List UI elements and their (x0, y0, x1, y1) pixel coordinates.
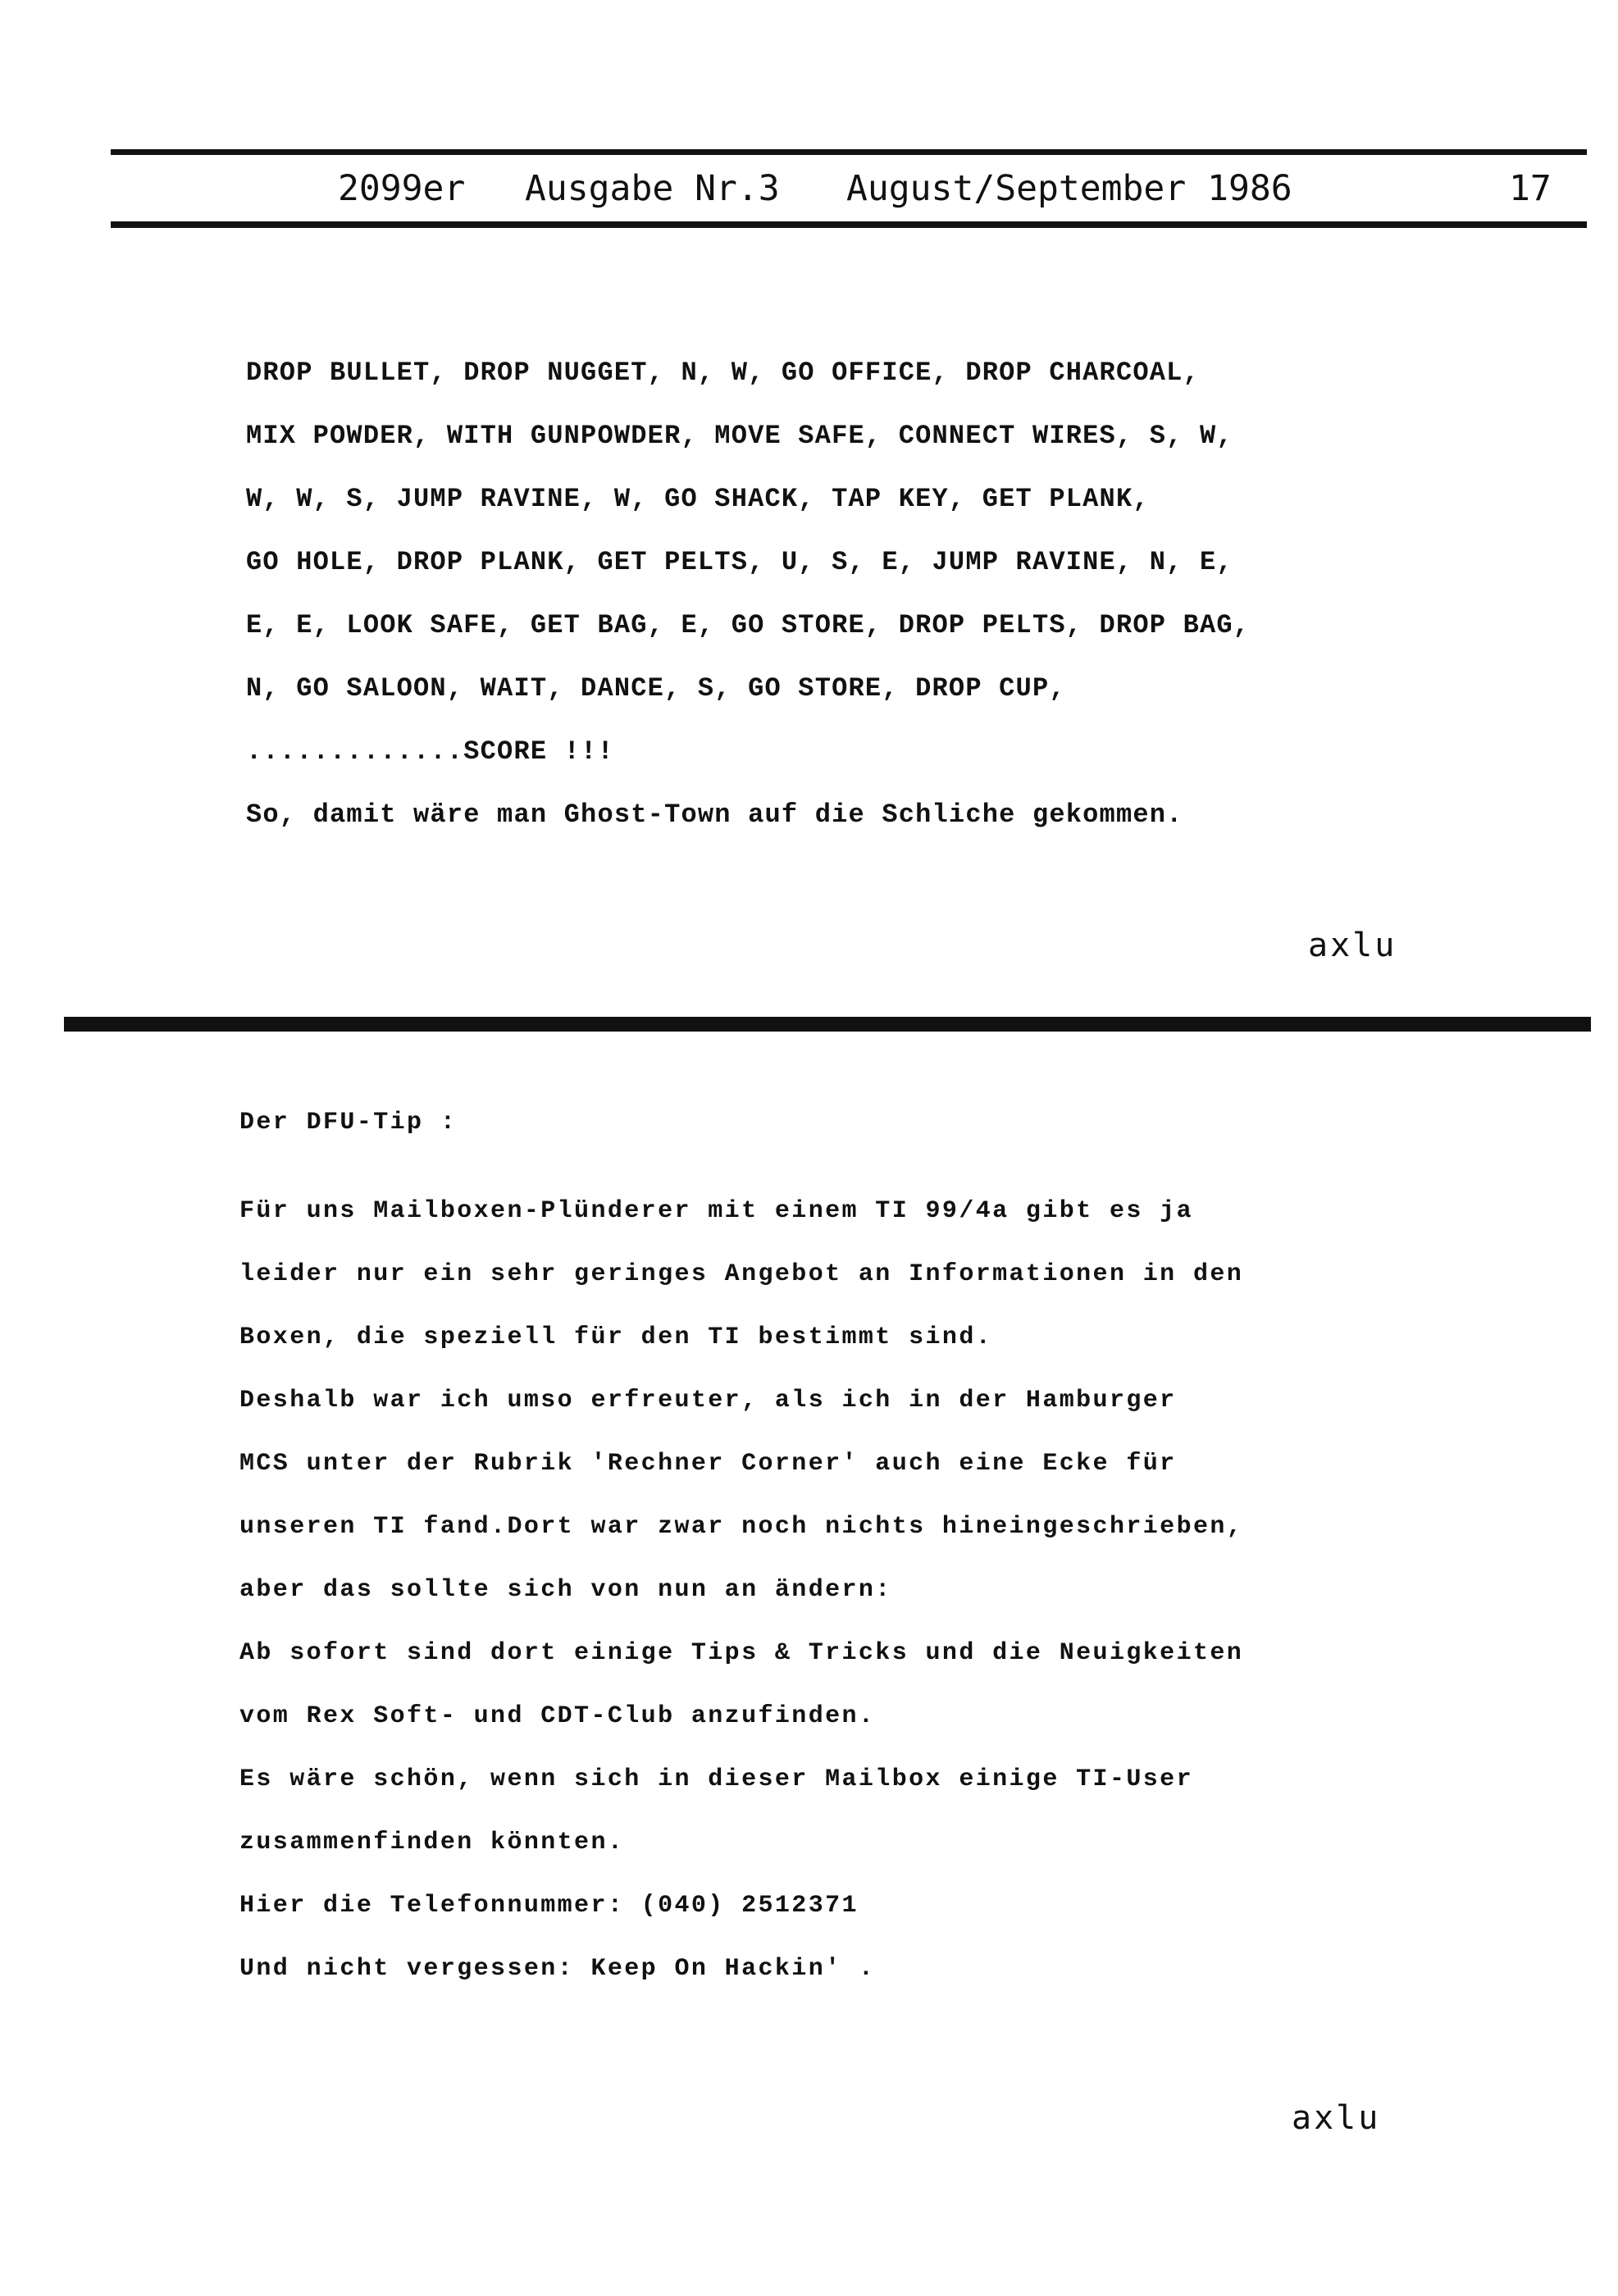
walkthrough-line: MIX POWDER, WITH GUNPOWDER, MOVE SAFE, CONNECT WIRES, S, W, (246, 421, 1233, 451)
header-date: August/September 1986 (846, 168, 1292, 209)
article-line: Boxen, die speziell für den TI bestimmt sind. (239, 1323, 993, 1351)
walkthrough-line: So, damit wäre man Ghost-Town auf die Schliche gekommen. (246, 800, 1183, 830)
article-line: Für uns Mailboxen-Plünderer mit einem TI 99/4a gibt es ja (239, 1197, 1193, 1225)
signature: axlu (1292, 2099, 1381, 2137)
article-line: zusammenfinden könnten. (239, 1829, 625, 1856)
header-publication: 2099er (338, 168, 466, 209)
article-line: Hier die Telefonnummer: (040) 2512371 (239, 1892, 859, 1920)
section-title: Der DFU-Tip : (239, 1109, 458, 1137)
header-rule-bottom (111, 221, 1587, 228)
signature: axlu (1308, 927, 1397, 964)
header-page-number: 17 (1509, 168, 1552, 209)
article-line: Ab sofort sind dort einige Tips & Tricks und die Neuigkeiten (239, 1639, 1244, 1667)
section-divider (64, 1017, 1591, 1032)
walkthrough-line: E, E, LOOK SAFE, GET BAG, E, GO STORE, DROP PELTS, DROP BAG, (246, 610, 1251, 640)
walkthrough-line: W, W, S, JUMP RAVINE, W, GO SHACK, TAP KEY, GET PLANK, (246, 484, 1150, 514)
header-rule-top (111, 149, 1587, 155)
article-line: unseren TI fand.Dort war zwar noch nichts hineingeschrieben, (239, 1513, 1244, 1541)
walkthrough-line: N, GO SALOON, WAIT, DANCE, S, GO STORE, DROP CUP, (246, 673, 1066, 704)
article-line: vom Rex Soft- und CDT-Club anzufinden. (239, 1702, 876, 1730)
header-issue: Ausgabe Nr.3 (525, 168, 780, 209)
article-line: leider nur ein sehr geringes Angebot an Informationen in den (239, 1260, 1244, 1288)
article-line: Es wäre schön, wenn sich in dieser Mailbox einige TI-User (239, 1765, 1193, 1793)
article-line: MCS unter der Rubrik 'Rechner Corner' auch eine Ecke für (239, 1450, 1177, 1478)
walkthrough-line: GO HOLE, DROP PLANK, GET PELTS, U, S, E, JUMP RAVINE, N, E, (246, 547, 1233, 577)
article-line: aber das sollte sich von nun an ändern: (239, 1576, 892, 1604)
article-line: Deshalb war ich umso erfreuter, als ich in der Hamburger (239, 1387, 1177, 1414)
walkthrough-line: .............SCORE !!! (246, 736, 614, 767)
walkthrough-line: DROP BULLET, DROP NUGGET, N, W, GO OFFICE, DROP CHARCOAL, (246, 358, 1200, 388)
article-line: Und nicht vergessen: Keep On Hackin' . (239, 1955, 876, 1983)
